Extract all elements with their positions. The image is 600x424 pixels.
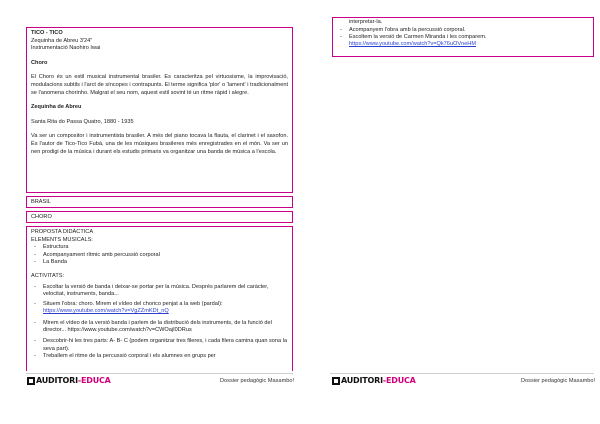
activity-text: Situem l'obra: choro. Mirem el vídeo del chorico penjat a la web (pardal): bbox=[43, 300, 223, 307]
elements-heading: ELEMENTS MUSICALS: bbox=[31, 236, 93, 243]
continuation-box bbox=[332, 17, 594, 57]
footer-divider bbox=[26, 373, 293, 374]
right-page bbox=[300, 0, 600, 424]
activities-list bbox=[31, 284, 288, 361]
list-item bbox=[31, 284, 288, 299]
logo-text-dash: - bbox=[382, 376, 386, 385]
list-item bbox=[337, 27, 589, 34]
video-link[interactable]: https://www.youtube.com/watch?v=Qk76uOVneHM bbox=[349, 41, 477, 48]
song-title: TICO - TICO bbox=[31, 30, 63, 36]
footer-caption: Dossier pedagògic Masambo! bbox=[220, 378, 294, 384]
choro-heading: Choro bbox=[31, 59, 48, 66]
logo-mark-icon bbox=[332, 377, 340, 385]
composer-heading: Zequinha de Abreu bbox=[31, 104, 82, 111]
list-item bbox=[337, 34, 589, 49]
composer-birth: Santa Rita do Passa Quatro, 1880 - 1935 bbox=[31, 118, 134, 125]
logo-text-auditori: AUDITORI bbox=[36, 376, 78, 385]
list-item bbox=[31, 353, 288, 360]
list-item: - Estructura bbox=[31, 244, 288, 251]
style-box bbox=[26, 211, 293, 223]
choro-text: El Choro és un estil musical instrumental brasiler. Es caracteritza pel virtuosisme, la improvisació, modulacions subtils i l'arct de síncopes i contrapunts. El terme significa 'plor' o 'lament' i tradicionalment se l'anomena chorinho. Malgrat el seu nom, aquest estil sovint té un ritme ràpid i alegre. bbox=[31, 74, 288, 96]
composer-text: Va ser un compositor i instrumentista brasiler. A més del piano tocava la flauta, el clarinet i el saxofon. És l'autor de Tico-Tico Fubá, una de les músiques brasileres més enregistrades en el món. Va ser un nen prodigi de la música i durant els estudis primaris va organitzar una banda de música a l'escola. bbox=[31, 133, 288, 155]
activity-text: Mirem el vídeo de la versió banda i parlem de la distribució dels instruments, de la funció del director... https://www.youtube.com/watch?v=CWOajI0DRus bbox=[43, 319, 272, 334]
continuation-line: interpretar-la. bbox=[349, 19, 383, 25]
continuation-list bbox=[337, 27, 589, 49]
logo-text-auditori: AUDITORI bbox=[341, 376, 383, 385]
list-item bbox=[31, 301, 288, 316]
video-link[interactable]: https://www.youtube.com/watch?v=VgZZmKDt_nQ bbox=[43, 308, 169, 315]
logo-text-dash: - bbox=[77, 376, 81, 385]
activity-text: Acompanyem l'obra amb la percussió corporal. bbox=[349, 26, 466, 33]
logo-mark-icon bbox=[27, 377, 35, 385]
proposal-heading: PROPOSTA DIDÀCTICA bbox=[31, 229, 94, 235]
auditori-educa-logo bbox=[27, 376, 111, 385]
activity-text: Escoltem la versió de Carmen Miranda i les comparem. bbox=[349, 34, 487, 40]
list-item bbox=[31, 320, 288, 335]
proposal-box bbox=[26, 226, 293, 371]
activity-text: Escoltar la versió de banda i deixar-se portar per la música. Després parlarem del caràcter, velocitat, instruments, banda... bbox=[43, 284, 269, 298]
list-item bbox=[31, 338, 288, 353]
activity-text: Treballem el ritme de la percussió corporal i els alumnes en grups per bbox=[43, 353, 216, 360]
country-box bbox=[26, 196, 293, 208]
composer-line: Zequinha de Abreu 3'24'' bbox=[31, 37, 93, 44]
elements-list bbox=[31, 244, 288, 266]
footer-caption: Dossier pedagògic Masambo! bbox=[521, 378, 595, 384]
activity-text: Descobrir-hi les tres parts: A- B- C (podem organitzar tres fileres, i cada filera camina quan sona la seva part). bbox=[43, 338, 288, 352]
country-label: BRASIL bbox=[31, 199, 51, 205]
list-item: - La Banda bbox=[31, 259, 288, 266]
activities-heading: ACTIVITATS: bbox=[31, 273, 65, 280]
style-label: CHORO bbox=[31, 214, 52, 220]
auditori-educa-logo bbox=[332, 376, 416, 385]
intro-box bbox=[26, 27, 293, 193]
list-item: - Acompanyament rítmic amb percussió corporal bbox=[31, 252, 288, 259]
logo-text-educa: EDUCA bbox=[385, 376, 416, 385]
logo-text-educa: EDUCA bbox=[80, 376, 111, 385]
footer-divider bbox=[330, 373, 594, 374]
arranger-line: Instrumentació Naohiro Iwai bbox=[31, 45, 101, 52]
